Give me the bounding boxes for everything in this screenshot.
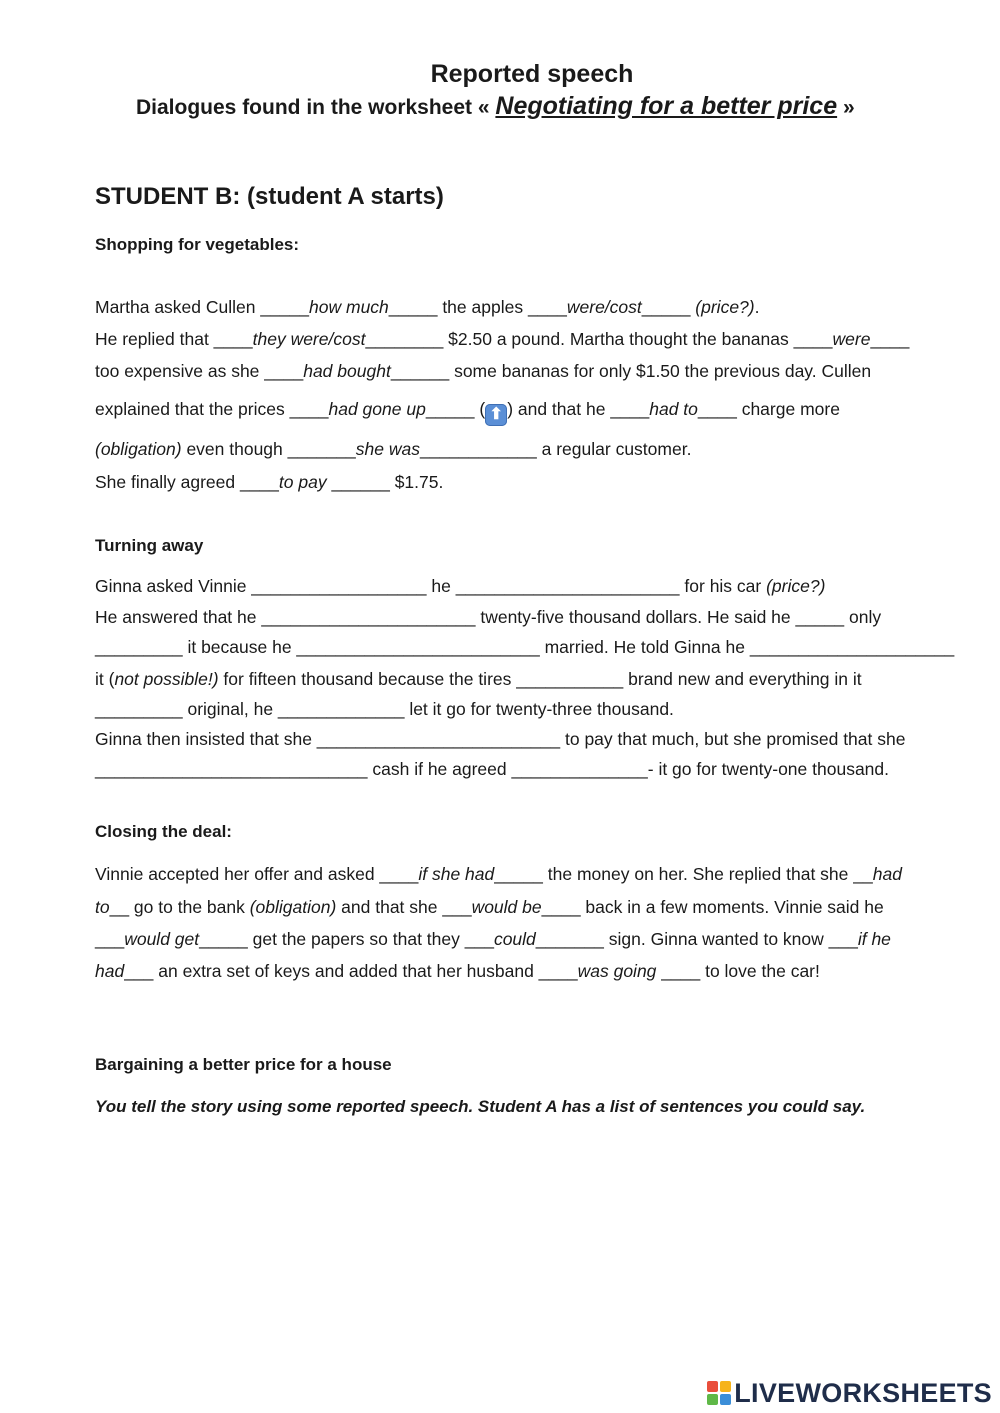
- logo-square-blue: [720, 1394, 731, 1405]
- liveworksheets-logo-icon: [707, 1381, 731, 1405]
- answer-text: was going: [577, 961, 657, 981]
- student-heading: STUDENT B: (student A starts): [95, 183, 444, 210]
- turning-line-5: _________ original, he _____________ let it go for twenty-three thousand.: [95, 699, 674, 719]
- turning-line-1: Ginna asked Vinnie __________________ he _______________________ for his car (price?): [95, 576, 826, 596]
- answer-text: to pay: [278, 472, 327, 492]
- answer-text: would be: [471, 897, 542, 917]
- page-title: Reported speech: [430, 60, 634, 88]
- vegetables-line-6: She finally agreed ____to pay ______ $1.75.: [95, 472, 444, 492]
- answer-text: could: [493, 929, 536, 949]
- turning-line-2: He answered that he ______________________ twenty-five thousand dollars. He said he _____ only: [95, 607, 882, 627]
- section-title-house: Bargaining a better price for a house: [95, 1055, 392, 1074]
- house-instruction: You tell the story using some reported speech. Student A has a list of sentences you could say.: [95, 1097, 866, 1116]
- answer-text: if she had: [418, 864, 495, 884]
- answer-text: she was: [355, 439, 420, 459]
- answer-text: had bought: [303, 361, 391, 381]
- answer-text: if he: [857, 929, 891, 949]
- turning-line-4: it (not possible!) for fifteen thousand because the tires ___________ brand new and everything in it: [95, 669, 862, 689]
- section-title-closing: Closing the deal:: [95, 822, 232, 841]
- answer-text: were: [832, 329, 871, 349]
- answer-text: had gone up: [328, 399, 426, 419]
- closing-line-3: ___would get_____ get the papers so that they ___could_______ sign. Ginna wanted to know ___if he: [95, 929, 891, 949]
- answer-text: would get: [124, 929, 200, 949]
- answer-text: they were/cost: [252, 329, 366, 349]
- vegetables-line-5: (obligation) even though _______she was____________ a regular customer.: [95, 439, 692, 459]
- answer-text: to: [95, 897, 110, 917]
- answer-text: had to: [649, 399, 698, 419]
- subtitle-suffix: »: [837, 96, 855, 119]
- section-title-turning: Turning away: [95, 536, 204, 555]
- worksheet-title: Negotiating for a better price: [495, 92, 838, 120]
- turning-line-3: _________ it because he _________________________ married. He told Ginna he _____________________: [95, 637, 955, 657]
- subtitle-prefix: Dialogues found in the worksheet «: [136, 96, 496, 119]
- up-arrow-icon: ⬆: [485, 404, 507, 426]
- page-subtitle: [136, 92, 855, 121]
- liveworksheets-logo: [707, 1377, 992, 1409]
- turning-line-6: Ginna then insisted that she _________________________ to pay that much, but she promised that she: [95, 729, 906, 749]
- logo-text: LIVEWORKSHEETS: [734, 1377, 992, 1408]
- section-title-vegetables: Shopping for vegetables:: [95, 235, 300, 254]
- closing-line-1: Vinnie accepted her offer and asked ____if she had_____ the money on her. She replied that she __had: [95, 864, 902, 884]
- answer-text: had: [95, 961, 125, 981]
- answer-text: were/cost: [566, 297, 642, 317]
- logo-square-green: [707, 1394, 718, 1405]
- vegetables-line-1: Martha asked Cullen _____how much_____ the apples ____were/cost_____ (price?).: [95, 297, 760, 317]
- vegetables-line-3: too expensive as she ____had bought______ some bananas for only $1.50 the previous day. Cullen: [95, 361, 872, 381]
- answer-text: how much: [309, 297, 389, 317]
- vegetables-line-2: He replied that ____they were/cost________ $2.50 a pound. Martha thought the bananas ____were____: [95, 329, 910, 349]
- turning-line-7: ____________________________ cash if he agreed ______________- it go for twenty-one thousand.: [95, 759, 890, 779]
- closing-line-4: had___ an extra set of keys and added that her husband ____was going ____ to love the car!: [95, 961, 820, 981]
- logo-square-yellow: [720, 1381, 731, 1392]
- answer-text: had: [872, 864, 902, 884]
- logo-square-red: [707, 1381, 718, 1392]
- closing-line-2: to__ go to the bank (obligation) and that she ___would be____ back in a few moments. Vinnie said he: [95, 897, 884, 917]
- vegetables-line-4: explained that the prices ____had gone up_____ ( ⬆ ) and that he ____had to____ charge more: [95, 399, 840, 426]
